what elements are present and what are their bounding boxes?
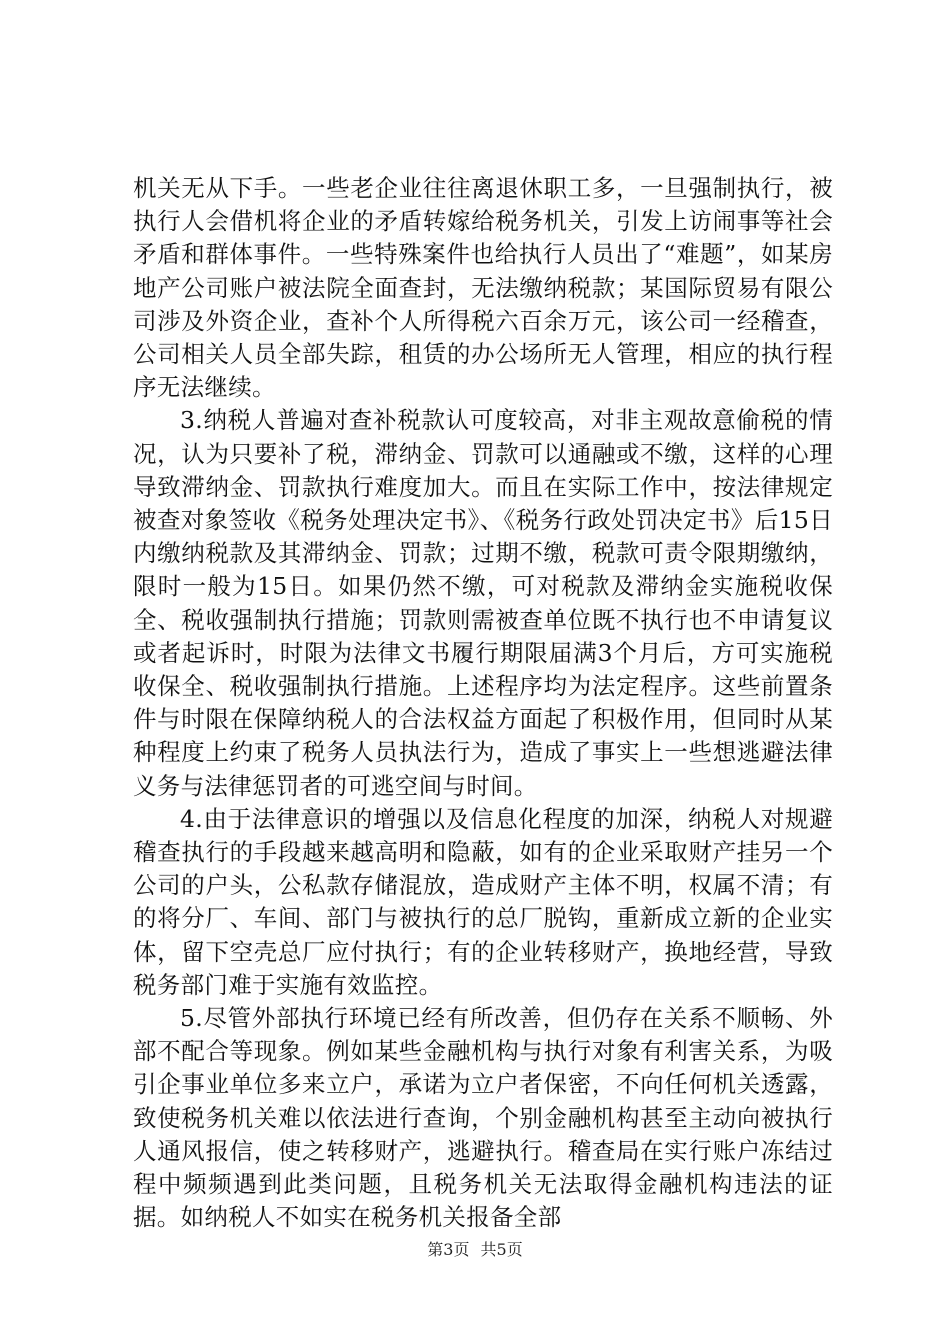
paragraph-continued: 机关无从下手。一些老企业往往离退休职工多，一旦强制执行，被执行人会借机将企业的矛盾转嫁给税务机关，引发上访闹事等社会矛盾和群体事件。一些特殊案件也给执行人员出了“难题”，如某房地产公司账户被法院全面查封，无法缴纳税款；某国际贸易有限公司涉及外资企业，查补个人所得税六百余万元，该公司一经稽查，公司相关人员全部失踪，租赁的办公场所无人管理，相应的执行程序无法继续。 <box>133 174 833 402</box>
paragraph-item-4: 4.由于法律意识的增强以及信息化程度的加深，纳税人对规避稽查执行的手段越来越高明和隐蔽，如有的企业采取财产挂另一个公司的户头，公私款存储混放，造成财产主体不明，权属不清；有的将分厂、车间、部门与被执行的总厂脱钩，重新成立新的企业实体，留下空壳总厂应付执行；有的企业转移财产，换地经营，导致税务部门难于实施有效监控。 <box>133 804 833 999</box>
page-number: 第3页 <box>427 1240 470 1259</box>
page-total: 共5页 <box>480 1240 523 1259</box>
document-body <box>133 172 833 1235</box>
paragraph-item-5: 5.尽管外部执行环境已经有所改善，但仍存在关系不顺畅、外部不配合等现象。例如某些金融机构与执行对象有利害关系，为吸引企事业单位多来立户，承诺为立户者保密，不向任何机关透露，致使税务机关难以依法进行查询，个别金融机构甚至主动向被执行人通风报信，使之转移财产，逃避执行。稽查局在实行账户冻结过程中频频遇到此类问题，且税务机关无法取得金融机构违法的证据。如纳税人不如实在税务机关报备全部 <box>133 1004 833 1232</box>
paragraph-item-3: 3.纳税人普遍对查补税款认可度较高，对非主观故意偷税的情况，认为只要补了税，滞纳金、罚款可以通融或不缴，这样的心理导致滞纳金、罚款执行难度加大。而且在实际工作中，按法律规定被查对象签收《税务处理决定书》、《税务行政处罚决定书》后15日内缴纳税款及其滞纳金、罚款；过期不缴，税款可责令限期缴纳，限时一般为15日。如果仍然不缴，可对税款及滞纳金实施税收保全、税收强制执行措施；罚款则需被查单位既不执行也不申请复议或者起诉时，时限为法律文书履行期限届满3个月后，方可实施税收保全、税收强制执行措施。上述程序均为法定程序。这些前置条件与时限在保障纳税人的合法权益方面起了积极作用，但同时从某种程度上约束了税务人员执法行为，造成了事实上一些想逃避法律义务与法律惩罚者的可逃空间与时间。 <box>133 406 833 800</box>
page-footer <box>0 1240 950 1260</box>
